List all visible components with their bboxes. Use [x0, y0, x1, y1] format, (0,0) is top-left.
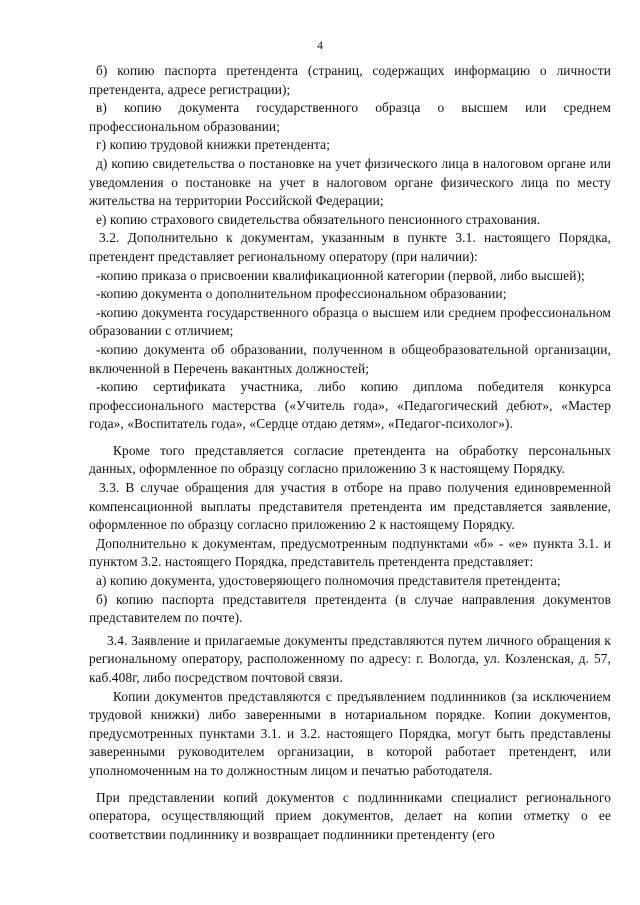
paragraph: б) копию паспорта претендента (страниц, содержащих информацию о личности претендента, адресе регистрации);	[89, 63, 611, 97]
page-number: 4	[317, 38, 323, 52]
paragraph: При представлении копий документов с подлинниками специалист регионального оператора, осуществляющий прием документов, делает на копии отметку о ее соответствии подлиннику и возвращает подлинники претенденту (его	[89, 789, 611, 842]
paragraph: -копию приказа о присвоении квалификационной категории (первой, либо высшей);	[96, 267, 585, 283]
paragraph: Кроме того представляется согласие претендента на обработку персональных данных, оформленное по образцу согласно приложению 3 к настоящему Порядку.	[89, 442, 611, 477]
paragraph: 3.3. В случае обращения для участия в отборе на право получения единовременной компенсационной выплаты представителя претендента им представляется заявление, оформленное по образцу согласно приложению 2 к настоящему Порядку.	[89, 480, 611, 533]
paragraph: 3.4. Заявление и прилагаемые документы представляются путем личного обращения к региональному оператору, расположенному по адресу: г. Вологда, ул. Козленская, д. 57, каб.408г, либо посредством почтовой связи.	[89, 632, 611, 685]
paragraph: Дополнительно к документам, предусмотренным подпунктами «б» - «е» пункта 3.1. и пунктом 3.2. настоящего Порядка, представитель претендента представляет:	[89, 535, 611, 570]
paragraph: б) копию паспорта представителя претендента (в случае направления документов представителем по почте).	[89, 591, 611, 626]
paragraph: -копию документа об образовании, полученном в общеобразовательной организации, включенной в Перечень вакантных должностей;	[89, 341, 611, 376]
document-body	[89, 62, 611, 844]
paragraph: а) копию документа, удостоверяющего полномочия представителя претендента;	[96, 573, 561, 589]
paragraph: -копию документа о дополнительном профессиональном образовании;	[96, 286, 507, 302]
paragraph: в) копию документа государственного образца о высшем или среднем профессиональном образовании;	[89, 100, 611, 134]
paragraph: д) копию свидетельства о постановке на учет физического лица в налоговом органе или уведомления о постановке на учет в налоговом органе физического лица по месту жительства на территории Российской Федерации;	[89, 155, 611, 209]
paragraph: 3.2. Дополнительно к документам, указанным в пункте 3.1. настоящего Порядка, претендент представляет региональному оператору (при наличии):	[89, 230, 611, 264]
paragraph: е) копию страхового свидетельства обязательного пенсионного страхования.	[96, 211, 541, 227]
paragraph: г) копию трудовой книжки претендента;	[96, 137, 331, 153]
paragraph: Копии документов представляются с предъявлением подлинников (за исключением трудовой книжки) либо заверенными в нотариальном порядке. Копии документов, предусмотренных пунктами 3.1. и 3.2. настоящего Порядка, могут быть представлены заверенными руководителем организации, в которой работает претендент, или уполномоченным на то должностным лицом и печатью работодателя.	[89, 688, 611, 778]
paragraph: -копию документа государственного образца о высшем или среднем профессиональном образовании с отличием;	[89, 304, 611, 339]
paragraph: -копию сертификата участника, либо копию диплома победителя конкурса профессионального мастерства («Учитель года», «Педагогический дебют», «Мастер года», «Воспитатель года», «Сердце отдаю детям», «Педагог-психолог»).	[89, 379, 611, 432]
